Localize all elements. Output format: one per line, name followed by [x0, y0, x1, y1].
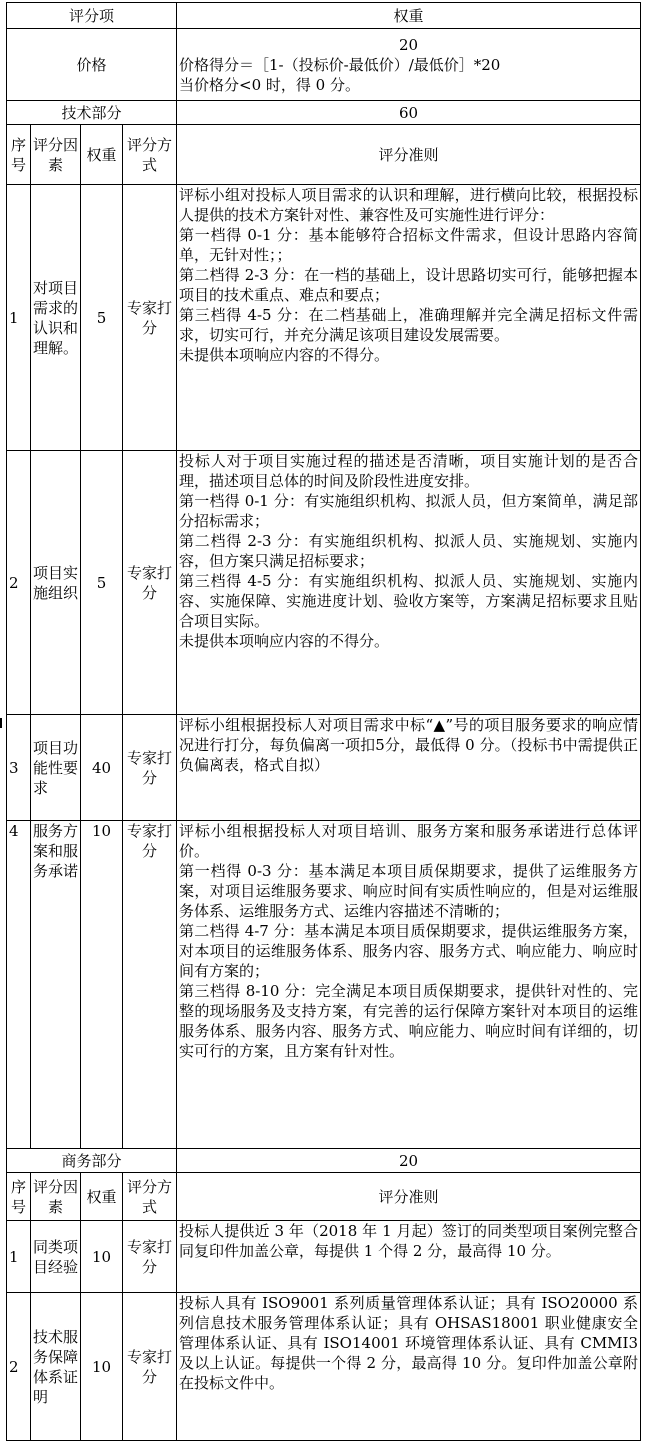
row-factor: 服务方案和服务承诺 — [31, 821, 81, 1149]
technical-section-weight: 60 — [177, 101, 641, 125]
row-method: 专家打分 — [123, 1221, 177, 1293]
table-row — [7, 1293, 641, 1441]
row-weight: 40 — [81, 715, 123, 821]
col-no: 序号 — [7, 1173, 31, 1221]
row-criteria: 评标小组对投标人项目需求的认识和理解，进行横向比较，根据投标人提供的技术方案针对性、兼容性及可实施性进行评分： 第一档得 0-1 分：基本能够符合招标文件需求，但设计思路内容简单，无针对性；； 第二档得 2-3 分：在一档的基础上，设计思路切实可行，能够把握本项目的技术重点、难点和要点； 第三档得 4-5 分：在二档基础上，准确理解并完全满足招标文件需求，切实可行，并充分满足该项目建设发展需要。 未提供本项响应内容的不得分。 — [177, 185, 641, 451]
business-columns-row — [7, 1173, 641, 1221]
col-no: 序号 — [7, 125, 31, 185]
business-section-row — [7, 1149, 641, 1173]
row-factor: 同类项目经验 — [31, 1221, 81, 1293]
header-weight: 权重 — [177, 3, 641, 29]
row-criteria: 评标小组根据投标人对项目需求中标“▲”号的项目服务要求的响应情况进行打分，每负偏离一项扣5分，最低得 0 分。（投标书中需提供正负偏离表，格式自拟） — [177, 715, 641, 821]
col-weight: 权重 — [81, 125, 123, 185]
header-item: 评分项 — [7, 3, 177, 29]
price-note: 当价格分<0 时，得 0 分。 — [179, 75, 360, 94]
row-weight: 10 — [81, 821, 123, 1149]
table-row — [7, 821, 641, 1149]
col-criteria: 评分准则 — [177, 125, 641, 185]
col-weight: 权重 — [81, 1173, 123, 1221]
margin-mark — [0, 718, 2, 728]
row-weight: 10 — [81, 1221, 123, 1293]
row-factor: 项目实施组织 — [31, 451, 81, 715]
table-row — [7, 451, 641, 715]
row-no: 2 — [7, 1293, 31, 1441]
row-factor: 对项目需求的认识和理解。 — [31, 185, 81, 451]
table-header-row — [7, 3, 641, 29]
row-no: 1 — [7, 1221, 31, 1293]
row-method: 专家打分 — [123, 821, 177, 1149]
table-row — [7, 1221, 641, 1293]
row-method: 专家打分 — [123, 185, 177, 451]
row-no: 1 — [7, 185, 31, 451]
row-criteria: 评标小组根据投标人对项目培训、服务方案和服务承诺进行总体评价。 第一档得 0-3 分：基本满足本项目质保期要求，提供了运维服务方案，对项目运维服务要求、响应时间有实质性响应的，但是对运维服务体系、运维服务方式、运维内容描述不清晰的； 第二档得 4-7 分：基本满足本项目质保期要求，提供运维服务方案，对本项目的运维服务体系、服务内容、服务方式、响应能力、响应时间有方案的； 第三档得 8-10 分：完全满足本项目质保期要求，提供针对性的、完整的现场服务及支持方案，有完善的运行保障方案针对本项目的运维服务体系、服务内容、服务方式、响应能力、响应时间有详细的，切实可行的方案，且方案有针对性。 — [177, 821, 641, 1149]
col-method: 评分方式 — [123, 1173, 177, 1221]
scoring-table — [6, 2, 641, 1441]
row-weight: 5 — [81, 451, 123, 715]
business-section-weight: 20 — [177, 1149, 641, 1173]
scoring-table-page — [6, 2, 641, 1441]
price-row — [7, 29, 641, 101]
col-criteria: 评分准则 — [177, 1173, 641, 1221]
technical-columns-row — [7, 125, 641, 185]
col-factor: 评分因素 — [31, 125, 81, 185]
business-section-label: 商务部分 — [7, 1149, 177, 1173]
row-factor: 技术服务保障体系证明 — [31, 1293, 81, 1441]
price-formula: 价格得分＝［1-（投标价-最低价）/最低价］*20 — [179, 55, 501, 74]
row-no: 4 — [7, 821, 31, 1149]
table-row — [7, 715, 641, 821]
col-factor: 评分因素 — [31, 1173, 81, 1221]
technical-section-label: 技术部分 — [7, 101, 177, 125]
row-criteria: 投标人提供近 3 年（2018 年 1 月起）签订的同类型项目案例完整合同复印件加盖公章，每提供 1 个得 2 分，最高得 10 分。 — [177, 1221, 641, 1293]
row-method: 专家打分 — [123, 1293, 177, 1441]
table-row — [7, 185, 641, 451]
row-method: 专家打分 — [123, 451, 177, 715]
row-criteria: 投标人对于项目实施过程的描述是否清晰，项目实施计划的是否合理，描述项目总体的时间及阶段性进度安排。 第一档得 0-1 分：有实施组织机构、拟派人员，但方案简单，满足部分招标需求； 第二档得 2-3 分：有实施组织机构、拟派人员、实施规划、实施内容，但方案只满足招标要求； 第三档得 4-5 分：有实施组织机构、拟派人员、实施规划、实施内容、实施保障、实施进度计划、验收方案等，方案满足招标要求且贴合项目实际。 未提供本项响应内容的不得分。 — [177, 451, 641, 715]
row-factor: 项目功能性要求 — [31, 715, 81, 821]
price-label: 价格 — [7, 29, 177, 101]
row-no: 3 — [7, 715, 31, 821]
row-criteria: 投标人具有 ISO9001 系列质量管理体系认证；具有 ISO20000 系列信息技术服务管理体系认证；具有 OHSAS18001 职业健康安全管理体系认证、具有 ISO14001 环境管理体系认证、具有 CMMI3 及以上认证。每提供一个得 2 分，最高得 10 分。复印件加盖公章附在投标文件中。 — [177, 1293, 641, 1441]
col-method: 评分方式 — [123, 125, 177, 185]
row-weight: 5 — [81, 185, 123, 451]
row-method: 专家打分 — [123, 715, 177, 821]
price-cell — [177, 29, 641, 101]
row-weight: 10 — [81, 1293, 123, 1441]
price-weight: 20 — [398, 35, 419, 54]
row-no: 2 — [7, 451, 31, 715]
technical-section-row — [7, 101, 641, 125]
